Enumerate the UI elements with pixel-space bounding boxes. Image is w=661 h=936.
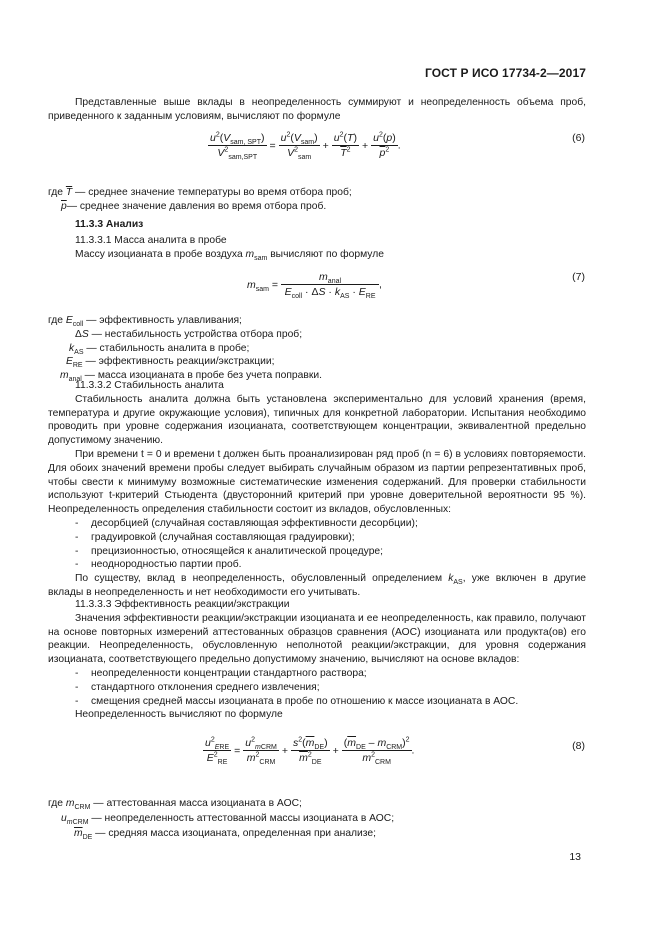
formula-7-number: (7) (572, 271, 585, 283)
efficiency-paragraph-2: Неопределенность вычисляют по формуле (75, 709, 283, 721)
where-p: $\overline{p}—$ среднее значение давления во время отбора проб. (61, 200, 327, 212)
heading-11-3-3: 11.3.3 Анализ (75, 219, 144, 230)
where-ere: $E_{RE}$ — эффективность реакции/экстракции; (66, 356, 275, 370)
where-kas: $k_{AS}$ — стабильность аналита в пробе; (69, 342, 250, 356)
standard-header: ГОСТ Р ИСО 17734-2—2017 (424, 66, 586, 80)
stability-paragraph-2: При времени t = 0 и времени t должен быть проанализирован ряд проб (n = 6) в условиях повторяемости. Для обоих значений времени пробы следует выбирать случайным образом из партии репрезентативных проб, чтобы свести к минимуму возможные систематические изменения содержаний. Для проверки стабильности используют t-критерий Стьюдента (двусторонний критерий при уровне доверительной вероятности 95 %). Неопределенность определения стабильности состоит из вкладов, обусловленных: (48, 448, 586, 516)
intro-paragraph: Представленные выше вклады в неопределенность суммируют и неопределенность объема проб, приведенного к заданным условиям, вычисляют по формуле (48, 97, 586, 122)
section-11-3-3-3-block (48, 598, 586, 722)
efficiency-list-item: - неопределенности концентрации стандартного раствора; (75, 667, 367, 679)
where-6-block (48, 186, 586, 214)
stability-paragraph-1: Стабильность аналита должна быть установлена экспериментально для условий хранения (время, температура и другие окружающие условия), типичных для конкретной лаборатории. Испытания необходимо проводить при уровне содержания изоцианата, соответствующем концентрации, эквивалентной предельно допустимому значению. (48, 393, 586, 447)
efficiency-list-item: - стандартного отклонения среднего извлечения; (75, 681, 320, 693)
heading-11-3-3-3: 11.3.3.3 Эффективность реакции/экстракции (75, 599, 290, 610)
where-ecoll: где $E_{coll}$ — эффективность улавливания; (48, 315, 242, 329)
where-ds: ΔS — нестабильность устройства отбора проб; (75, 328, 303, 340)
formula-7-expression: $m_{sam}$ = $\frac{m_{anal}}{E_{coll} \cdot \Delta S \cdot k_{AS} \cdot E_{RE}}$ , (247, 271, 382, 301)
where-mde: $\overline{m}_{DE}$ — средняя масса изоцианата, определенная при анализе; (74, 828, 376, 842)
stability-list-item: - градуировкой (случайная составляющая градуировки); (75, 531, 355, 543)
stability-list-item: - десорбцией (случайная составляющая эффективности десорбции); (75, 517, 418, 529)
section-11-3-3-block (48, 218, 586, 261)
where-manal: $m_{anal}$ — масса изоцианата в пробе без учета поправки. (60, 370, 322, 384)
intro-block (48, 96, 586, 124)
efficiency-paragraph-1: Значения эффективности реакции/экстракции изоцианата и ее неопределенность, как правило, получают на основе повторных измерений аттестованных образцов сравнения (АОС) изоцианата или продукта(ов) его реакции. Неопределенность, обусловленную неполнотой реакции/экстракции, для уровня содержания изоцианата, соответствующего предельно допустимому значению, вычисляют на основе вкладов: (48, 612, 586, 666)
stability-list-item: - неоднородностью партии проб. (75, 559, 242, 571)
efficiency-list-item: - смещения средней массы изоцианата в пробе по отношению к массе изоцианата в АОС. (75, 695, 519, 707)
where-7-block (48, 314, 586, 383)
heading-11-3-3-1: 11.3.3.1 Масса аналита в пробе (75, 234, 227, 246)
formula-8-number: (8) (572, 740, 585, 752)
where-mcrm: где $m_{CRM}$ — аттестованная масса изоцианата в АОС; (48, 798, 302, 812)
where-8-block (48, 796, 586, 841)
page-number: 13 (569, 851, 581, 863)
where-t: где $\overline{T}$ — среднее значение температуры во время отбора проб; (48, 187, 352, 198)
formula-8-expression: $\frac{u^2_{ERE}}{E^2_{RE}}$ = $\frac{u^2_{mCRM}}{m^2_{CRM}}$ + $\frac{s^2(\overline{m}_{DE})}{\overline{m}^2_{DE}}$ + $\frac{(\overline{m}_{DE} - m_{CRM})^2}{m^2_{CRM}}$ . (205, 736, 415, 767)
stability-list-item: - прецизионностью, относящейся к аналитической процедуре; (75, 545, 384, 557)
heading-11-3-3-2: 11.3.3.2 Стабильность аналита (75, 380, 224, 391)
formula-6-number: (6) (572, 132, 585, 144)
mass-intro: Массу изоцианата в пробе воздуха $m_{sam}$ вычисляют по формуле (75, 248, 384, 262)
formula-6-expression: $\frac{u^2(V_{sam, SPT})}{V^2_{sam,SPT}}$ = $\frac{u^2(V_{sam})}{V^2_{sam}}$ + $\frac{u^2(T)}{\overline{T}^2}$ + $\frac{u^2(p)}{\overline{p}^2}$ . (210, 131, 401, 162)
section-11-3-3-2-block (48, 379, 586, 600)
where-umcrm: $u_{mCRM}$ — неопределенность аттестованной массы изоцианата в АОС; (61, 813, 395, 827)
stability-paragraph-3: По существу, вклад в неопределенность, обусловленный определением $k_{AS}$, уже включен в другие вклады в неопределенность и нет необходимости его учитывать. (48, 573, 587, 598)
